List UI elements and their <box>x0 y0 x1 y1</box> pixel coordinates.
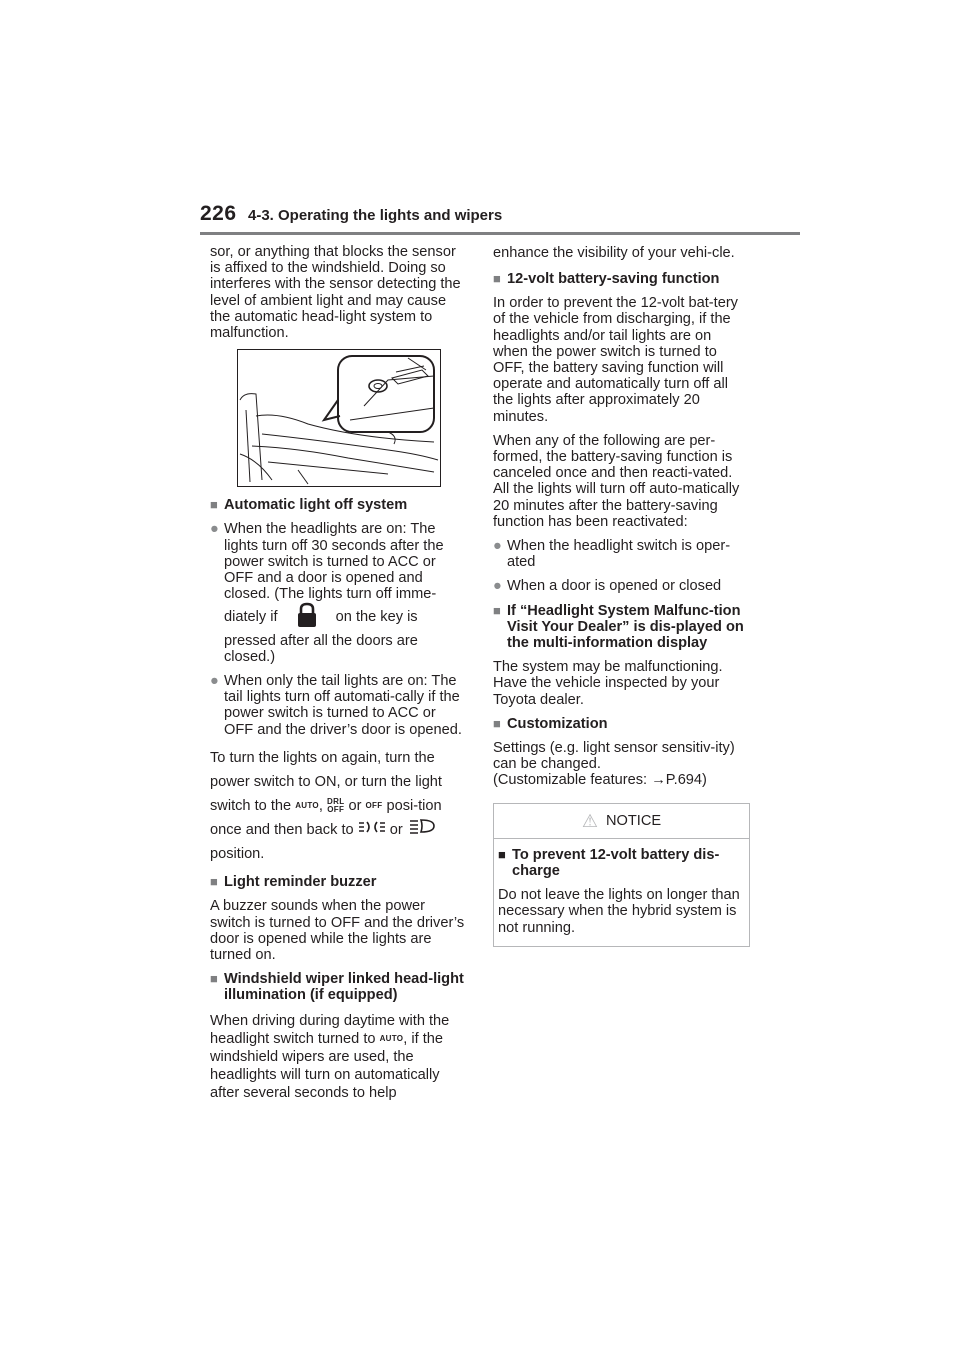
heading-marker: ■ <box>210 874 218 890</box>
drl-off-switch-symbol: DRL OFF <box>327 797 345 814</box>
bullet-dot: ● <box>210 673 219 690</box>
notice-heading: ■ To prevent 12-volt battery dis-charge <box>498 846 720 879</box>
list-item: ● When only the tail lights are on: The tail lights turn off automati-cally if the power switch is turned to ACC or OFF and the driver’s door is opened. <box>210 673 462 738</box>
heading-marker: ■ <box>210 971 218 987</box>
buzzer-heading: ■ Light reminder buzzer <box>210 874 377 891</box>
buzzer-paragraph: A buzzer sounds when the power switch is turned to OFF and the driver’s door is opened while the lights are turned on. <box>210 898 465 963</box>
off-switch-symbol: OFF <box>365 801 383 810</box>
list-item: ● When the headlights are on: The lights turn off 30 seconds after the power switch is turned to ACC or OFF and a door is opened and closed. (The lights turn off imme-diately if on the key is pressed after all the doors are closed.) <box>210 521 444 665</box>
heading-marker: ■ <box>210 497 218 513</box>
page-number: 226 <box>200 202 237 225</box>
bullet-dot: ● <box>493 578 502 595</box>
warning-icon: ⚠ <box>581 810 598 831</box>
heading-marker: ■ <box>493 715 501 731</box>
customization-paragraph: Settings (e.g. light sensor sensitiv-ity) can be changed. (Customizable features: →P.694) <box>493 740 735 789</box>
page-header <box>200 202 800 234</box>
heading-marker: ■ <box>493 271 501 286</box>
notice-header <box>494 804 749 839</box>
malfunction-heading: ■ If “Headlight System Malfunc-tion Visit Your Dealer” is dis-played on the multi-information display <box>493 602 744 652</box>
battery-saving-heading: ■ 12-volt battery-saving function <box>493 271 720 287</box>
battery-paragraph-1: In order to prevent the 12-volt bat-tery of the vehicle from discharging, if the headlights and/or tail lights are on when the power switch is turned to OFF, the battery saving function will operate and automatically turn off all the lights after approximately 20 minutes. <box>493 295 738 425</box>
notice-body <box>494 839 749 946</box>
auto-switch-symbol: AUTO <box>379 1033 404 1043</box>
battery-paragraph-2: When any of the following are per-formed, the battery-saving function is canceled once and then reacti-vated. All the lights will turn off auto-matically 20 minutes after the battery-saving function has been reactivated: <box>493 432 740 530</box>
lock-icon <box>292 602 322 632</box>
section-title: 4-3. Operating the lights and wipers <box>248 207 503 224</box>
malfunction-paragraph: The system may be malfunctioning. Have the vehicle inspected by your Toyota dealer. <box>493 659 723 708</box>
windshield-sensor-illustration <box>237 349 441 487</box>
right-column <box>493 244 749 947</box>
customization-heading: ■ Customization <box>493 715 608 732</box>
auto-off-heading: ■ Automatic light off system <box>210 497 408 514</box>
bullet-dot: ● <box>493 538 502 555</box>
wiper-paragraph: When driving during daytime with the headlight switch turned to AUTO, if the windshield wipers are used, the headlights will turn on automatically after several seconds to help <box>210 1012 450 1101</box>
parking-light-icon <box>358 818 386 842</box>
list-item: ● When a door is opened or closed <box>493 578 722 595</box>
page-reference-link[interactable]: P.694) <box>665 772 707 789</box>
bullet-dot: ● <box>210 521 219 538</box>
arrow-icon: → <box>651 772 666 789</box>
auto-switch-symbol: AUTO <box>295 801 319 810</box>
heading-marker: ■ <box>498 846 506 862</box>
header-rule <box>200 232 800 235</box>
headlight-icon <box>409 818 435 842</box>
turn-on-paragraph: To turn the lights on again, turn the power switch to ON, or turn the light switch to the AUTO, DRL OFF or OFF posi-tion once and then back to or position. <box>210 749 442 863</box>
heading-marker: ■ <box>493 602 501 618</box>
notice-text: Do not leave the lights on longer than necessary when the hybrid system is not running. <box>498 887 740 936</box>
wiper-heading: ■ Windshield wiper linked head-light illumination (if equipped) <box>210 971 464 1004</box>
intro-paragraph: sor, or anything that blocks the sensor is affixed to the windshield. Doing so interferes with the sensor detecting the level of ambient light and may cause the automatic head-light system to malfunction. <box>210 244 461 342</box>
notice-box <box>493 803 750 947</box>
notice-title: NOTICE <box>606 812 662 829</box>
continued-paragraph: enhance the visibility of your vehi-cle. <box>493 245 735 261</box>
left-column <box>210 244 466 1110</box>
list-item: ● When the headlight switch is oper-ated <box>493 538 731 571</box>
